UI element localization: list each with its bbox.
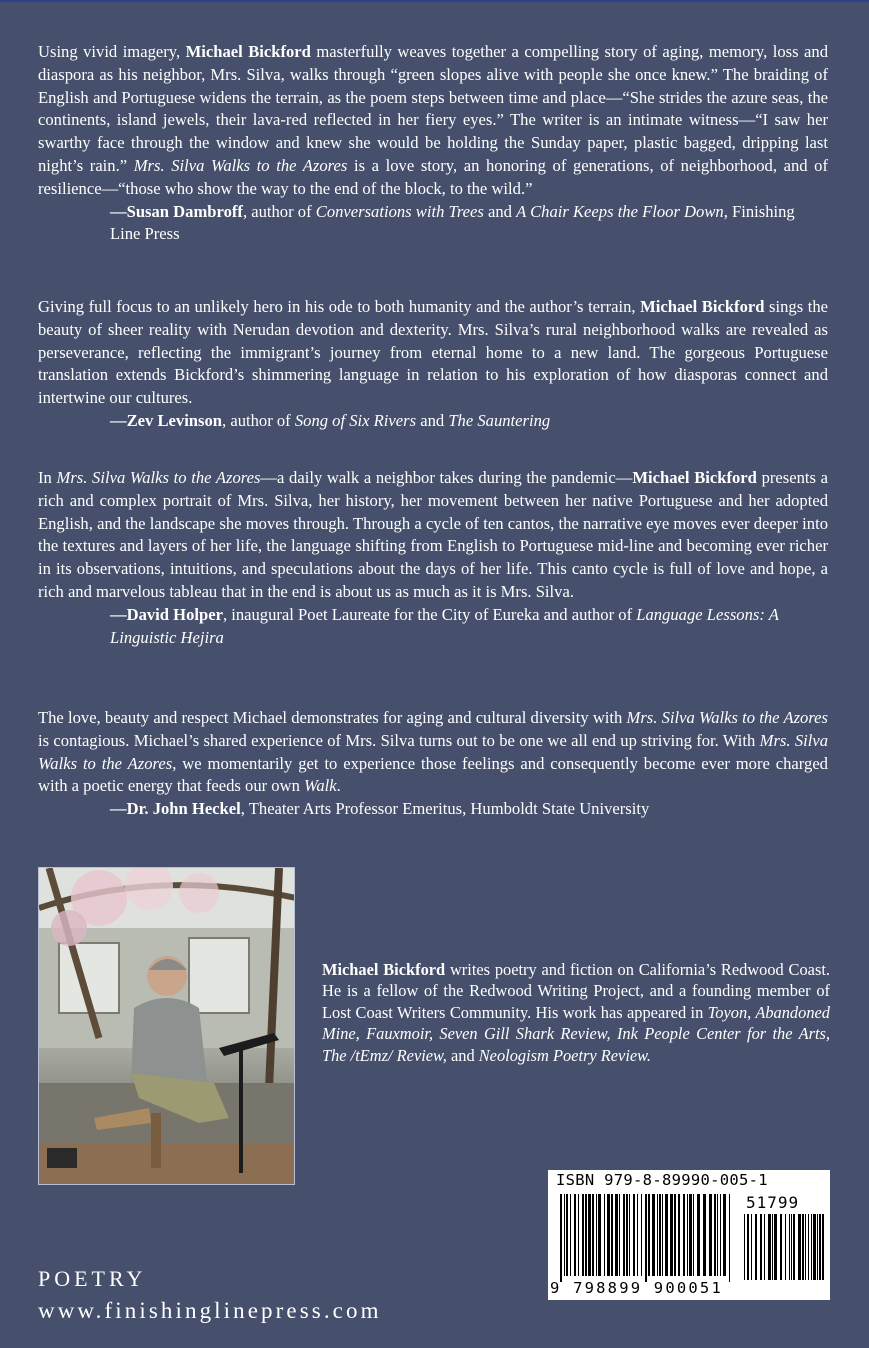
barcode-bar [578, 1194, 579, 1276]
barcode-bar [670, 1194, 673, 1276]
blurb-text: In Mrs. Silva Walks to the Azores—a daily walk a neighbor takes during the pandemic—Michael Bickford presents a rich and complex portrait of Mrs. Silva, her history, her movement between her native Portuguese and her adopted English, and the landscape she moves through. Through a cycle of ten cantos, the narrative eye moves ever deeper into the textures and layers of her life, the language shifting from English to Portuguese mid-line and becoming ever richer in its observations, intuitions, and speculations about the days of her life. This canto cycle is full of love and hope, a rich and marvelous tableau that in the end is about us as much as it is Mrs. Silva. [38, 468, 828, 601]
barcode-bar [693, 1194, 694, 1276]
barcode-addon-bar [755, 1214, 757, 1280]
barcode-bar [652, 1194, 655, 1276]
author-bio: Michael Bickford writes poetry and fiction on California’s Redwood Coast. He is a fellow of the Redwood Writing Project, and a founding member of Lost Coast Writers Community. His work has appeared in Toyon, Abandoned Mine, Fauxmoir, Seven Gill Shark Review, Ink People Center for the Arts, The /tEmz/ Review, and Neologism Poetry Review. [322, 960, 830, 1065]
barcode-bar [582, 1194, 584, 1276]
barcode-bar [570, 1194, 571, 1276]
blurb-attribution: —Dr. John Heckel, Theater Arts Professor Emeritus, Humboldt State University [110, 799, 650, 819]
barcode-bar [665, 1194, 668, 1276]
barcode-addon-bar [817, 1214, 818, 1280]
barcode-bar [657, 1194, 658, 1276]
barcode-bar [720, 1194, 721, 1276]
barcode-bar [566, 1194, 568, 1276]
barcode-bar [585, 1194, 587, 1276]
barcode-addon-number: 51799 [746, 1193, 800, 1212]
barcode-bar [703, 1194, 706, 1276]
barcode-bar [592, 1194, 594, 1276]
barcode-addon-bar [819, 1214, 821, 1280]
barcode-bar [645, 1194, 647, 1282]
barcode-bar [588, 1194, 591, 1276]
blurb-heckel [38, 707, 828, 821]
barcode-bar [723, 1194, 726, 1276]
barcode-addon-bar [780, 1214, 782, 1280]
barcode-addon-bar [764, 1214, 765, 1280]
barcode-addon-bar [751, 1214, 752, 1280]
barcode-bar [697, 1194, 700, 1276]
barcode-bar [598, 1194, 601, 1276]
blurb-text: The love, beauty and respect Michael demonstrates for aging and cultural diversity with Mrs. Silva Walks to the Azores is contagious. Michael’s shared experience of Mrs. Silva turns out to be one we all end up striving for. With Mrs. Silva Walks to the Azores, we momentarily get to experience those feelings and consequently become ever more charged with a poetic energy that feeds our own Walk. [38, 708, 829, 796]
barcode-addon-bar [791, 1214, 792, 1280]
ean-number: 9 798899 900051 [550, 1279, 723, 1297]
barcode-bar [611, 1194, 613, 1276]
barcode-bar [633, 1194, 635, 1276]
barcode-addon-bar [774, 1214, 777, 1280]
barcode-addon-bar [768, 1214, 771, 1280]
barcode-bar [626, 1194, 628, 1276]
blurb-attribution: —Zev Levinson, author of Song of Six Rivers and The Sauntering [110, 410, 551, 430]
barcode-bar [637, 1194, 638, 1276]
barcode-bar [659, 1194, 661, 1276]
barcode-addon-bar [813, 1214, 816, 1280]
barcode-addon-bar [802, 1214, 804, 1280]
barcode-bar [648, 1194, 650, 1276]
isbn-barcode [548, 1170, 830, 1300]
barcode-bar [729, 1194, 730, 1282]
blurb-text: Using vivid imagery, Michael Bickford masterfully weaves together a compelling story of aging, memory, loss and diaspora as his neighbor, Mrs. Silva, walks through “green slopes alive with people she once knew.” The braiding of English and Portuguese widens the terrain, as the poem steps between time and place—“She strides the azure seas, the continents, island jewels, their lava-red reflected in her fiery eyes.” The writer is an intimate witness—“I saw her swarthy face through the window and knew she would be holding the Sunday paper, plastic bagged, dripping last night’s rain.” Mrs. Silva Walks to the Azores is a love story, an honoring of generations, of neighborhood, and of resilience—“those who show the way to the end of the block, to the wild.” [38, 42, 828, 198]
barcode-bar [717, 1194, 718, 1276]
barcode-bar [604, 1194, 605, 1276]
barcode-addon-bar [789, 1214, 790, 1280]
barcode-bar [607, 1194, 610, 1276]
barcode-bar [619, 1194, 620, 1276]
blurb-attribution: —David Holper, inaugural Poet Laureate for the City of Eureka and author of Language Lessons: A Linguistic Hejira [110, 604, 779, 647]
barcode-bar [709, 1194, 712, 1276]
blurb-text: Giving full focus to an unlikely hero in his ode to both humanity and the author’s terrain, Michael Bickford sings the beauty of sheer reality with Nerudan devotion and dexterity. Mrs. Silva’s rural neighborhood walks are revealed as perseverance, reflecting the immigrant’s journey from eternal home to a new land. The gorgeous Portuguese translation extends Bickford’s shimmering language in relation to his exploration of how diasporas connect and intertwine our cultures. [38, 297, 828, 408]
barcode-bar [629, 1194, 630, 1276]
isbn-number: ISBN 979-8-89990-005-1 [556, 1171, 768, 1189]
barcode-bar [689, 1194, 692, 1276]
barcode-addon-bar [785, 1214, 786, 1280]
barcode-bar [564, 1194, 565, 1276]
barcode-bar [662, 1194, 663, 1276]
author-photo-illustration [39, 868, 295, 1185]
genre-label: POETRY [38, 1266, 147, 1291]
barcode-addon-bar [805, 1214, 806, 1280]
barcode-addon-bar [760, 1214, 762, 1280]
barcode-bar [641, 1194, 642, 1276]
blurb-dambroff [38, 41, 828, 246]
barcode-bar [687, 1194, 688, 1276]
barcode-bar [683, 1194, 685, 1276]
publisher-website: www.finishinglinepress.com [38, 1298, 382, 1323]
barcode-bar [596, 1194, 597, 1276]
barcode-bar [674, 1194, 676, 1276]
barcode-bar [714, 1194, 716, 1276]
top-edge-line [0, 0, 869, 2]
author-photo [38, 867, 295, 1185]
barcode-addon-bar [747, 1214, 749, 1280]
barcode-bar [574, 1194, 576, 1276]
barcode-addon-bar [811, 1214, 812, 1280]
barcode-addon-bar [793, 1214, 795, 1280]
barcode-addon-bar [808, 1214, 809, 1280]
barcode-bar [678, 1194, 680, 1276]
barcode-bar [560, 1194, 562, 1282]
barcode-addon-bar [798, 1214, 801, 1280]
barcode-bar [615, 1194, 618, 1276]
blurb-levinson [38, 296, 828, 433]
barcode-addon-bar [772, 1214, 773, 1280]
barcode-addon-bar [822, 1214, 824, 1280]
barcode-addon-bar [744, 1214, 745, 1280]
blurb-holper [38, 467, 828, 649]
blurb-attribution: —Susan Dambroff, author of Conversations with Trees and A Chair Keeps the Floor Down, Finishing Line Press [110, 201, 795, 244]
barcode-bar [623, 1194, 625, 1276]
